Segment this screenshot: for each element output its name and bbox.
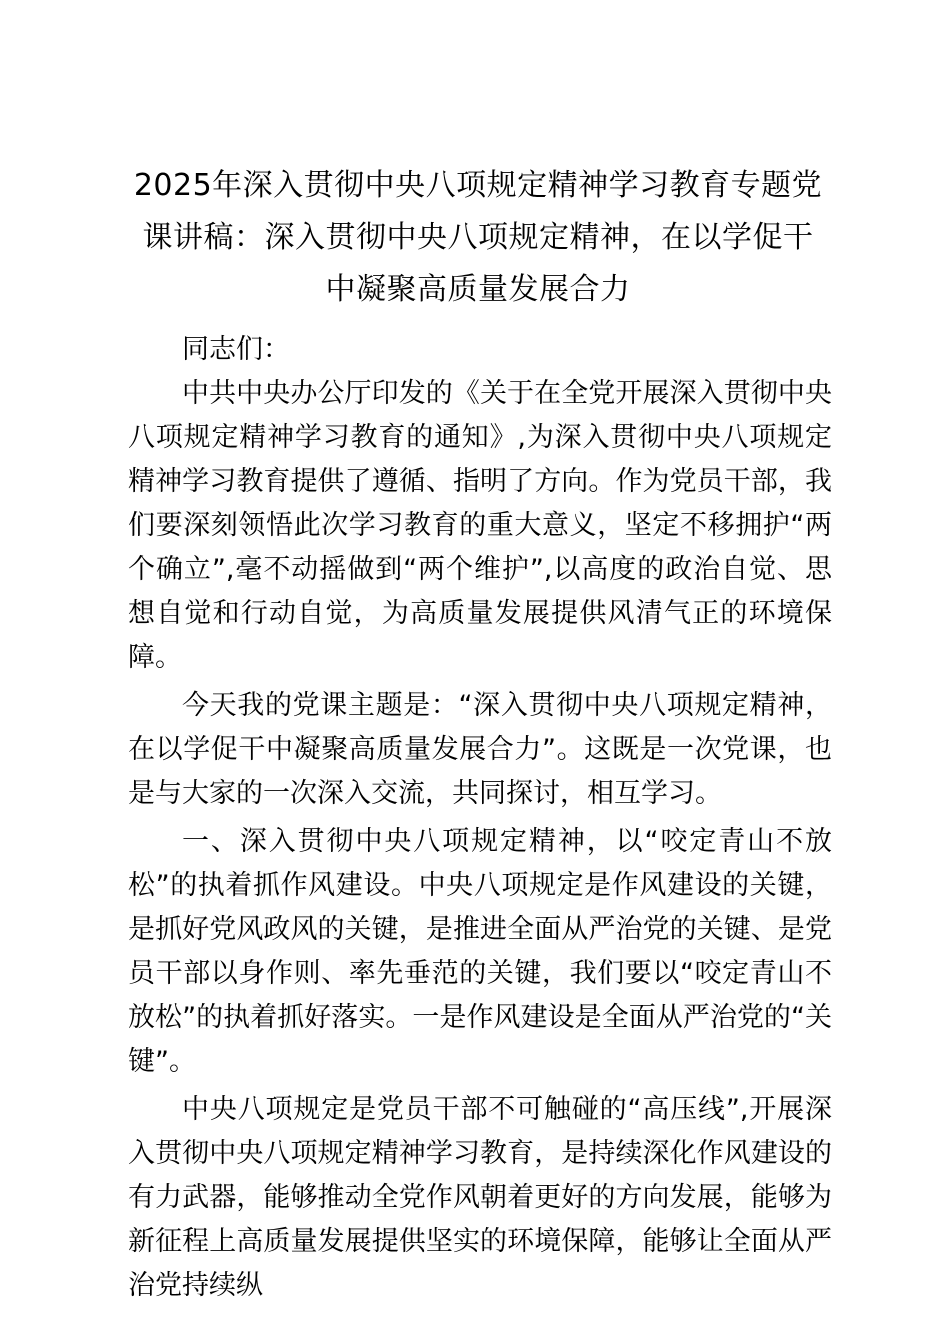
section-one-paragraph: 一、深入贯彻中央八项规定精神，以“咬定青山不放松”的执着抓作风建设。中央八项规定是作风建设的关键，是抓好党风政风的关键，是推进全面从严治党的关键、是党员干部以身作则、率先垂范的关键，我们要以“咬定青山不放松”的执着抓好落实。一是作风建设是全面从严治党的“关键”。 <box>128 826 832 1077</box>
intro-paragraph: 中共中央办公厅印发的《关于在全党开展深入贯彻中央八项规定精神学习教育的通知》,为深入贯彻中央八项规定精神学习教育提供了遵循、指明了方向。作为党员干部，我们要深刻领悟此次学习教育的重大意义，坚定不移拥护“两个确立”,毫不动摇做到“两个维护”,以高度的政治自觉、思想自觉和行动自觉，为高质量发展提供风清气正的环境保障。 <box>128 378 832 673</box>
document-body <box>128 328 832 1308</box>
document-title: 2025年深入贯彻中央八项规定精神学习教育专题党课讲稿：深入贯彻中央八项规定精神，在以学促干中凝聚高质量发展合力 <box>133 168 823 307</box>
body-paragraph: 中央八项规定是党员干部不可触碰的“高压线”,开展深入贯彻中央八项规定精神学习教育，是持续深化作风建设的有力武器，能够推动全党作风朝着更好的方向发展，能够为新征程上高质量发展提供坚实的环境保障，能够让全面从严治党持续纵 <box>128 1094 832 1301</box>
topic-paragraph: 今天我的党课主题是：“深入贯彻中央八项规定精神，在以学促干中凝聚高质量发展合力”。这既是一次党课，也是与大家的一次深入交流，共同探讨，相互学习。 <box>128 690 832 809</box>
salutation-paragraph: 同志们： <box>182 334 290 365</box>
